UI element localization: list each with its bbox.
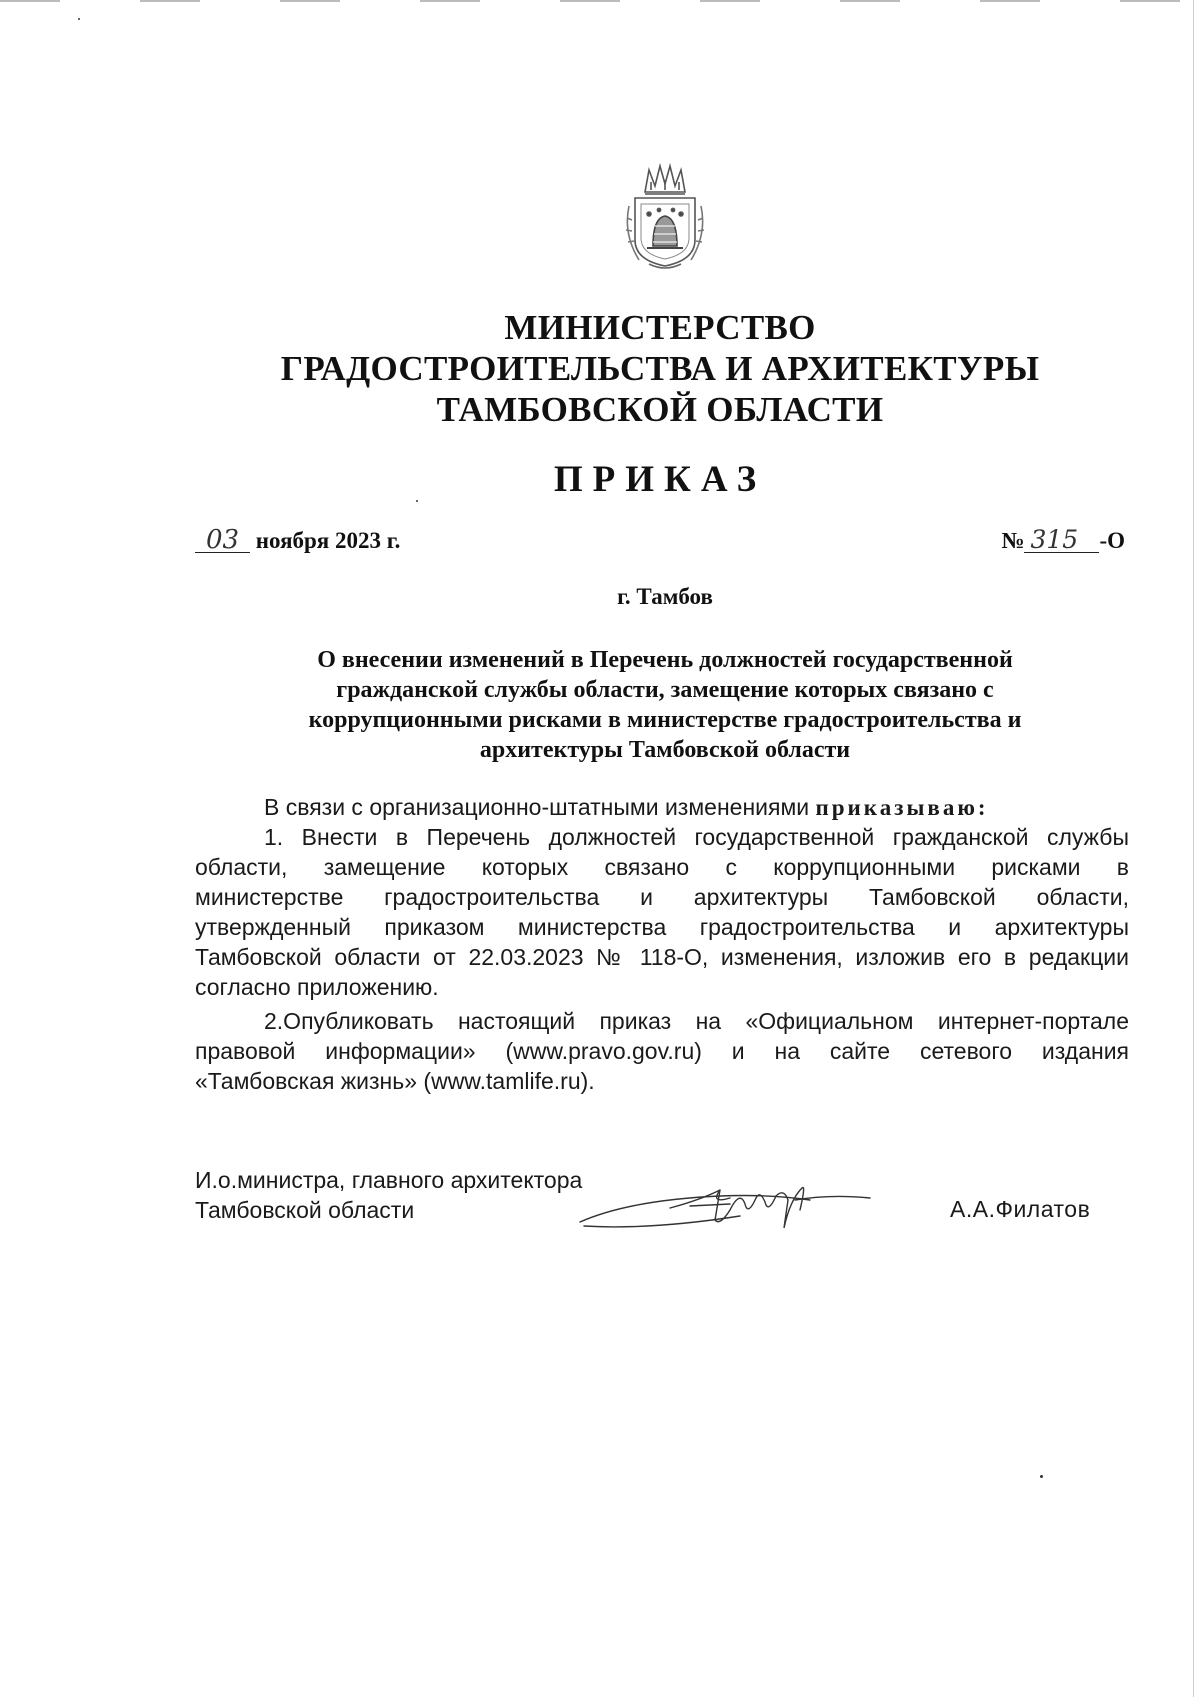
handwritten-signature (570, 1160, 880, 1240)
subject-line: коррупционными рисками в министерстве градостроительства и (308, 707, 1022, 733)
subject-line: О внесении изменений в Перечень должностей государственной (317, 647, 1013, 673)
scan-speck (78, 18, 80, 20)
ministry-name-line-1: МИНИСТЕРСТВО (504, 308, 816, 347)
signatory-name: А.А.Филатов (950, 1196, 1091, 1222)
item1-line: области, замещение которых связано с коррупционными рисками в (195, 854, 1129, 880)
ministry-name-line-3: ТАМБОВСКОЙ ОБЛАСТИ (436, 390, 884, 429)
date-and-number-line (195, 525, 1125, 564)
item1-line: Тамбовской области от 22.03.2023 № 118-О, изменения, изложив его в редакции (195, 944, 1129, 970)
intro-text: В связи с организационно-штатными изменениями (264, 794, 810, 820)
intro-line (264, 794, 1129, 824)
handwritten-day: 03 (195, 528, 250, 553)
position-line: Тамбовской области (195, 1197, 415, 1223)
item1-line: 1. Внести в Перечень должностей государственной гражданской службы (264, 824, 1129, 850)
position-line: И.о.министра, главного архитектора (195, 1167, 583, 1193)
month-year: ноября 2023 г. (255, 528, 401, 553)
item1-line: утвержденный приказом министерства градостроительства и архитектуры (195, 914, 1129, 940)
subject-line: архитектуры Тамбовской области (479, 737, 851, 763)
item2-line: правовой информации» (www.pravo.gov.ru) и на сайте сетевого издания (195, 1038, 1129, 1064)
order-subject (240, 645, 1090, 765)
item2-line: 2.Опубликовать настоящий приказ на «Официальном интернет-портале (264, 1008, 1129, 1034)
number-sign: № (1001, 528, 1025, 553)
scan-speck (416, 500, 418, 502)
tambov-coat-of-arms-icon (615, 160, 715, 272)
scan-top-edge (0, 0, 1200, 2)
item1-line: министерстве градостроительства и архитектуры Тамбовской области, (195, 884, 1129, 910)
handwritten-number: 315 (1024, 528, 1099, 553)
number-suffix: -О (1099, 528, 1125, 553)
ministry-name-line-2: ГРАДОСТРОИТЕЛЬСТВА И АРХИТЕКТУРЫ (280, 349, 1040, 388)
city-line: г. Тамбов (617, 584, 713, 609)
document-type-title: ПРИКАЗ (553, 459, 767, 500)
item1-line: согласно приложению. (195, 974, 439, 1000)
subject-line: гражданской службы области, замещение которых связано с (336, 677, 994, 703)
order-word: приказываю: (815, 795, 989, 820)
order-date (195, 525, 401, 555)
order-number (1001, 525, 1125, 554)
signatory-position (195, 1165, 582, 1225)
scan-speck (1040, 1475, 1043, 1478)
scan-right-edge (1193, 0, 1194, 1697)
item2-line: «Тамбовская жизнь» (www.tamlife.ru). (195, 1068, 595, 1094)
